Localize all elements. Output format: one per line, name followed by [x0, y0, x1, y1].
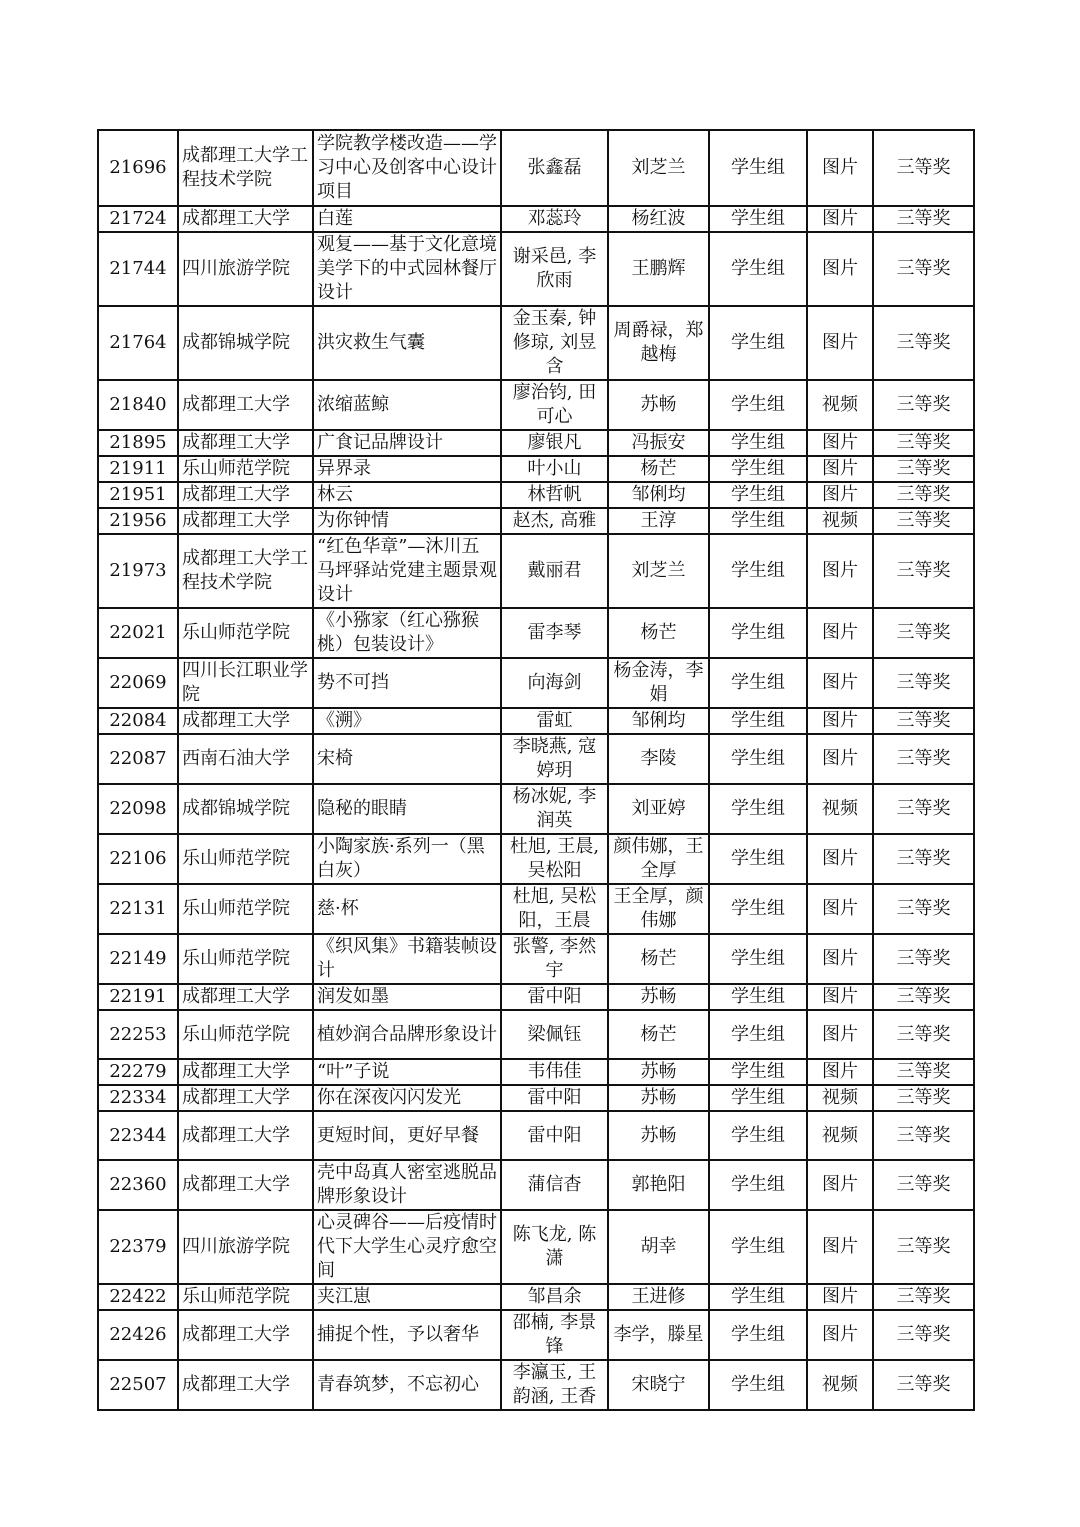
work-type-cell: 图片 [807, 1010, 873, 1059]
award-cell: 三等奖 [873, 1360, 974, 1410]
work-type-cell: 图片 [807, 232, 873, 306]
author-cell: 雷中阳 [501, 1085, 608, 1111]
work-type-cell: 图片 [807, 456, 873, 482]
author-cell: 李晓燕, 寇婷玥 [501, 734, 608, 784]
work-title-cell: “红色华章”—沐川五马坪驿站党建主题景观设计 [313, 534, 501, 608]
work-title-cell: 青春筑梦，不忘初心 [313, 1360, 501, 1410]
author-cell: 向海剑 [501, 658, 608, 708]
table-row [98, 130, 974, 206]
author-cell: 金玉秦, 钟修琼, 刘昱含 [501, 306, 608, 380]
award-cell: 三等奖 [873, 1160, 974, 1210]
author-cell: 邓蕊玲 [501, 206, 608, 232]
school-cell: 乐山师范学院 [178, 456, 313, 482]
group-cell: 学生组 [709, 1284, 807, 1310]
group-cell: 学生组 [709, 608, 807, 658]
advisor-cell: 刘亚婷 [608, 784, 709, 834]
work-title-cell: 《小猕家（红心猕猴桃）包装设计》 [313, 608, 501, 658]
work-type-cell: 视频 [807, 1085, 873, 1111]
group-cell: 学生组 [709, 834, 807, 884]
entry-id-cell: 22149 [98, 934, 178, 984]
work-title-cell: 《织风集》书籍装帧设计 [313, 934, 501, 984]
table-row [98, 658, 974, 708]
group-cell: 学生组 [709, 658, 807, 708]
author-cell: 杜旭, 王晨, 吴松阳 [501, 834, 608, 884]
entry-id-cell: 22426 [98, 1310, 178, 1360]
table-row [98, 482, 974, 508]
work-type-cell: 图片 [807, 482, 873, 508]
entry-id-cell: 22334 [98, 1085, 178, 1111]
school-cell: 成都理工大学 [178, 380, 313, 430]
author-cell: 蒲信杳 [501, 1160, 608, 1210]
table-row [98, 734, 974, 784]
advisor-cell: 刘芝兰 [608, 130, 709, 206]
entry-id-cell: 21724 [98, 206, 178, 232]
group-cell: 学生组 [709, 430, 807, 456]
advisor-cell: 苏畅 [608, 380, 709, 430]
award-cell: 三等奖 [873, 1310, 974, 1360]
school-cell: 成都理工大学 [178, 1085, 313, 1111]
work-type-cell: 图片 [807, 1160, 873, 1210]
group-cell: 学生组 [709, 456, 807, 482]
group-cell: 学生组 [709, 734, 807, 784]
author-cell: 雷虹 [501, 708, 608, 734]
group-cell: 学生组 [709, 1010, 807, 1059]
school-cell: 成都理工大学 [178, 1160, 313, 1210]
work-title-cell: 小陶家族·系列一（黑白灰） [313, 834, 501, 884]
entry-id-cell: 22021 [98, 608, 178, 658]
table-row [98, 1360, 974, 1410]
table-row [98, 1284, 974, 1310]
school-cell: 成都理工大学 [178, 1360, 313, 1410]
group-cell: 学生组 [709, 380, 807, 430]
school-cell: 成都理工大学 [178, 1111, 313, 1160]
advisor-cell: 杨金涛，李娟 [608, 658, 709, 708]
group-cell: 学生组 [709, 934, 807, 984]
group-cell: 学生组 [709, 1360, 807, 1410]
work-title-cell: 心灵碑谷——后疫情时代下大学生心灵疗愈空间 [313, 1210, 501, 1284]
work-type-cell: 图片 [807, 934, 873, 984]
award-cell: 三等奖 [873, 1210, 974, 1284]
table-row [98, 608, 974, 658]
work-type-cell: 图片 [807, 608, 873, 658]
group-cell: 学生组 [709, 306, 807, 380]
awards-table-body [98, 130, 974, 1410]
award-cell: 三等奖 [873, 430, 974, 456]
work-type-cell: 图片 [807, 984, 873, 1010]
author-cell: 张鑫磊 [501, 130, 608, 206]
entry-id-cell: 21951 [98, 482, 178, 508]
table-row [98, 430, 974, 456]
advisor-cell: 王全厚，颜伟娜 [608, 884, 709, 934]
work-title-cell: 你在深夜闪闪发光 [313, 1085, 501, 1111]
advisor-cell: 李陵 [608, 734, 709, 784]
table-row [98, 306, 974, 380]
award-cell: 三等奖 [873, 306, 974, 380]
table-row [98, 232, 974, 306]
entry-id-cell: 21696 [98, 130, 178, 206]
work-title-cell: 慈·杯 [313, 884, 501, 934]
advisor-cell: 苏畅 [608, 984, 709, 1010]
group-cell: 学生组 [709, 1310, 807, 1360]
work-title-cell: 捕捉个性，予以奢华 [313, 1310, 501, 1360]
entry-id-cell: 22253 [98, 1010, 178, 1059]
work-type-cell: 图片 [807, 884, 873, 934]
entry-id-cell: 22344 [98, 1111, 178, 1160]
author-cell: 杨冰妮, 李润英 [501, 784, 608, 834]
advisor-cell: 杨芒 [608, 934, 709, 984]
table-row [98, 1210, 974, 1284]
author-cell: 梁佩钰 [501, 1010, 608, 1059]
school-cell: 乐山师范学院 [178, 608, 313, 658]
school-cell: 西南石油大学 [178, 734, 313, 784]
author-cell: 张警, 李然宇 [501, 934, 608, 984]
author-cell: 杜旭, 吴松阳，王晨 [501, 884, 608, 934]
author-cell: 邵楠, 李景锋 [501, 1310, 608, 1360]
table-row [98, 784, 974, 834]
award-cell: 三等奖 [873, 1284, 974, 1310]
work-title-cell: 浓缩蓝鲸 [313, 380, 501, 430]
work-title-cell: 《溯》 [313, 708, 501, 734]
award-cell: 三等奖 [873, 934, 974, 984]
author-cell: 叶小山 [501, 456, 608, 482]
award-cell: 三等奖 [873, 1085, 974, 1111]
author-cell: 戴丽君 [501, 534, 608, 608]
work-type-cell: 图片 [807, 734, 873, 784]
work-title-cell: 洪灾救生气囊 [313, 306, 501, 380]
award-cell: 三等奖 [873, 984, 974, 1010]
work-title-cell: 观复——基于文化意境美学下的中式园林餐厅设计 [313, 232, 501, 306]
table-row [98, 834, 974, 884]
school-cell: 成都理工大学 [178, 206, 313, 232]
author-cell: 谢采邑, 李欣雨 [501, 232, 608, 306]
group-cell: 学生组 [709, 482, 807, 508]
advisor-cell: 杨芒 [608, 1010, 709, 1059]
entry-id-cell: 22087 [98, 734, 178, 784]
table-row [98, 380, 974, 430]
advisor-cell: 苏畅 [608, 1059, 709, 1085]
award-cell: 三等奖 [873, 708, 974, 734]
school-cell: 成都理工大学 [178, 430, 313, 456]
author-cell: 廖银凡 [501, 430, 608, 456]
award-cell: 三等奖 [873, 1010, 974, 1059]
work-title-cell: 白莲 [313, 206, 501, 232]
author-cell: 韦伟佳 [501, 1059, 608, 1085]
author-cell: 邹昌余 [501, 1284, 608, 1310]
advisor-cell: 苏畅 [608, 1085, 709, 1111]
advisor-cell: 刘芝兰 [608, 534, 709, 608]
work-title-cell: 植妙润合品牌形象设计 [313, 1010, 501, 1059]
advisor-cell: 王鹏辉 [608, 232, 709, 306]
table-row [98, 456, 974, 482]
table-row [98, 1111, 974, 1160]
table-row [98, 1085, 974, 1111]
entry-id-cell: 22106 [98, 834, 178, 884]
award-cell: 三等奖 [873, 1111, 974, 1160]
table-row [98, 206, 974, 232]
author-cell: 林哲帆 [501, 482, 608, 508]
school-cell: 成都理工大学 [178, 708, 313, 734]
school-cell: 四川旅游学院 [178, 1210, 313, 1284]
work-type-cell: 视频 [807, 1111, 873, 1160]
award-cell: 三等奖 [873, 508, 974, 534]
entry-id-cell: 22379 [98, 1210, 178, 1284]
school-cell: 乐山师范学院 [178, 1284, 313, 1310]
work-type-cell: 视频 [807, 1360, 873, 1410]
work-title-cell: 林云 [313, 482, 501, 508]
awards-table [97, 129, 975, 1411]
table-row [98, 708, 974, 734]
entry-id-cell: 22422 [98, 1284, 178, 1310]
work-type-cell: 图片 [807, 430, 873, 456]
entry-id-cell: 22360 [98, 1160, 178, 1210]
work-title-cell: 夹江崽 [313, 1284, 501, 1310]
advisor-cell: 邹俐均 [608, 482, 709, 508]
award-cell: 三等奖 [873, 658, 974, 708]
advisor-cell: 王进修 [608, 1284, 709, 1310]
author-cell: 雷中阳 [501, 984, 608, 1010]
award-cell: 三等奖 [873, 1059, 974, 1085]
group-cell: 学生组 [709, 206, 807, 232]
work-title-cell: 异界录 [313, 456, 501, 482]
entry-id-cell: 21895 [98, 430, 178, 456]
advisor-cell: 邹俐均 [608, 708, 709, 734]
entry-id-cell: 21956 [98, 508, 178, 534]
work-type-cell: 图片 [807, 130, 873, 206]
work-title-cell: 学院教学楼改造——学习中心及创客中心设计项目 [313, 130, 501, 206]
school-cell: 成都锦城学院 [178, 784, 313, 834]
advisor-cell: 李学，滕星 [608, 1310, 709, 1360]
group-cell: 学生组 [709, 508, 807, 534]
advisor-cell: 周爵禄，郑越梅 [608, 306, 709, 380]
entry-id-cell: 22507 [98, 1360, 178, 1410]
award-cell: 三等奖 [873, 482, 974, 508]
work-type-cell: 图片 [807, 206, 873, 232]
table-row [98, 1010, 974, 1059]
author-cell: 陈飞龙, 陈潇 [501, 1210, 608, 1284]
work-title-cell: 宋椅 [313, 734, 501, 784]
group-cell: 学生组 [709, 708, 807, 734]
advisor-cell: 宋晓宁 [608, 1360, 709, 1410]
table-row [98, 1059, 974, 1085]
advisor-cell: 杨芒 [608, 456, 709, 482]
entry-id-cell: 21744 [98, 232, 178, 306]
entry-id-cell: 22131 [98, 884, 178, 934]
advisor-cell: 苏畅 [608, 1111, 709, 1160]
school-cell: 四川长江职业学院 [178, 658, 313, 708]
author-cell: 赵杰, 高雅 [501, 508, 608, 534]
award-cell: 三等奖 [873, 884, 974, 934]
work-type-cell: 图片 [807, 306, 873, 380]
group-cell: 学生组 [709, 130, 807, 206]
entry-id-cell: 21911 [98, 456, 178, 482]
school-cell: 四川旅游学院 [178, 232, 313, 306]
work-title-cell: 广食记品牌设计 [313, 430, 501, 456]
advisor-cell: 颜伟娜，王全厚 [608, 834, 709, 884]
advisor-cell: 冯振安 [608, 430, 709, 456]
group-cell: 学生组 [709, 1059, 807, 1085]
group-cell: 学生组 [709, 1085, 807, 1111]
table-row [98, 884, 974, 934]
table-row [98, 1310, 974, 1360]
table-row [98, 508, 974, 534]
group-cell: 学生组 [709, 232, 807, 306]
author-cell: 雷李琴 [501, 608, 608, 658]
award-cell: 三等奖 [873, 608, 974, 658]
school-cell: 成都理工大学 [178, 1310, 313, 1360]
entry-id-cell: 21973 [98, 534, 178, 608]
entry-id-cell: 22098 [98, 784, 178, 834]
group-cell: 学生组 [709, 534, 807, 608]
group-cell: 学生组 [709, 1210, 807, 1284]
advisor-cell: 王淳 [608, 508, 709, 534]
work-type-cell: 图片 [807, 834, 873, 884]
author-cell: 廖治钧, 田可心 [501, 380, 608, 430]
award-cell: 三等奖 [873, 380, 974, 430]
school-cell: 成都理工大学 [178, 1059, 313, 1085]
work-type-cell: 图片 [807, 1310, 873, 1360]
award-cell: 三等奖 [873, 456, 974, 482]
group-cell: 学生组 [709, 1160, 807, 1210]
work-title-cell: 隐秘的眼睛 [313, 784, 501, 834]
school-cell: 乐山师范学院 [178, 1010, 313, 1059]
table-row [98, 934, 974, 984]
work-type-cell: 视频 [807, 508, 873, 534]
group-cell: 学生组 [709, 784, 807, 834]
work-type-cell: 图片 [807, 658, 873, 708]
table-row [98, 984, 974, 1010]
author-cell: 李瀛玉, 王韵涵, 王香 [501, 1360, 608, 1410]
work-title-cell: 势不可挡 [313, 658, 501, 708]
school-cell: 乐山师范学院 [178, 884, 313, 934]
work-title-cell: 为你钟情 [313, 508, 501, 534]
entry-id-cell: 21840 [98, 380, 178, 430]
award-cell: 三等奖 [873, 784, 974, 834]
entry-id-cell: 21764 [98, 306, 178, 380]
school-cell: 成都锦城学院 [178, 306, 313, 380]
work-type-cell: 图片 [807, 708, 873, 734]
award-cell: 三等奖 [873, 130, 974, 206]
work-title-cell: 润发如墨 [313, 984, 501, 1010]
advisor-cell: 杨芒 [608, 608, 709, 658]
school-cell: 成都理工大学 [178, 984, 313, 1010]
work-type-cell: 图片 [807, 534, 873, 608]
work-title-cell: 更短时间，更好早餐 [313, 1111, 501, 1160]
table-row [98, 1160, 974, 1210]
entry-id-cell: 22191 [98, 984, 178, 1010]
advisor-cell: 郭艳阳 [608, 1160, 709, 1210]
entry-id-cell: 22069 [98, 658, 178, 708]
work-type-cell: 视频 [807, 380, 873, 430]
school-cell: 乐山师范学院 [178, 834, 313, 884]
author-cell: 雷中阳 [501, 1111, 608, 1160]
school-cell: 成都理工大学 [178, 508, 313, 534]
group-cell: 学生组 [709, 884, 807, 934]
table-row [98, 534, 974, 608]
award-cell: 三等奖 [873, 834, 974, 884]
entry-id-cell: 22084 [98, 708, 178, 734]
group-cell: 学生组 [709, 1111, 807, 1160]
group-cell: 学生组 [709, 984, 807, 1010]
work-title-cell: “叶”子说 [313, 1059, 501, 1085]
school-cell: 成都理工大学 [178, 482, 313, 508]
work-type-cell: 视频 [807, 784, 873, 834]
school-cell: 成都理工大学工程技术学院 [178, 534, 313, 608]
award-cell: 三等奖 [873, 734, 974, 784]
work-type-cell: 图片 [807, 1059, 873, 1085]
work-title-cell: 壳中岛真人密室逃脱品牌形象设计 [313, 1160, 501, 1210]
award-cell: 三等奖 [873, 206, 974, 232]
advisor-cell: 杨红波 [608, 206, 709, 232]
school-cell: 成都理工大学工程技术学院 [178, 130, 313, 206]
work-type-cell: 图片 [807, 1210, 873, 1284]
award-cell: 三等奖 [873, 232, 974, 306]
advisor-cell: 胡幸 [608, 1210, 709, 1284]
school-cell: 乐山师范学院 [178, 934, 313, 984]
entry-id-cell: 22279 [98, 1059, 178, 1085]
award-cell: 三等奖 [873, 534, 974, 608]
work-type-cell: 图片 [807, 1284, 873, 1310]
